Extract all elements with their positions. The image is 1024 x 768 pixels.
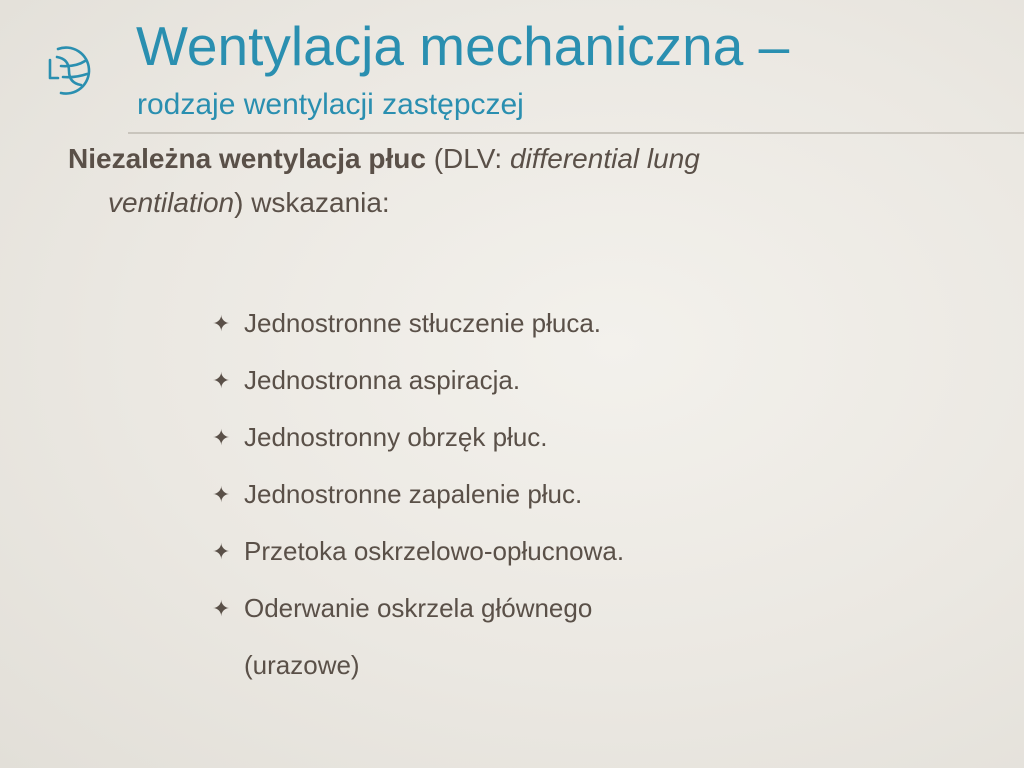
list-item-text: Jednostronna aspiracja. (244, 365, 521, 395)
intro-italic-2: ventilation (108, 187, 235, 218)
list-item-continuation-text: (urazowe) (244, 650, 360, 680)
bullet-star-icon: ✦ (212, 482, 231, 507)
list-item (210, 409, 830, 466)
logo-icon (38, 40, 98, 102)
slide-subtitle: rodzaje wentylacji zastępczej (137, 88, 524, 121)
intro-line-1 (68, 137, 948, 181)
slide-title: Wentylacja mechaniczna – (136, 15, 790, 77)
bullet-star-icon: ✦ (212, 425, 231, 450)
intro-italic-1: differential lung (509, 143, 700, 174)
list-item (210, 466, 830, 523)
list-item-text: Przetoka oskrzelowo-opłucnowa. (244, 536, 625, 566)
list-item-text: Jednostronny obrzęk płuc. (244, 422, 548, 452)
intro-paren-open: (DLV: (425, 143, 510, 174)
list-item-text: Oderwanie oskrzela głównego (244, 593, 593, 623)
intro-paragraph (68, 137, 948, 225)
list-item-continuation (210, 637, 830, 694)
list-item-text: Jednostronne stłuczenie płuca. (244, 308, 602, 338)
bullet-star-icon: ✦ (212, 368, 231, 393)
bullet-star-icon: ✦ (212, 596, 231, 621)
list-item (210, 295, 830, 352)
list-item (210, 352, 830, 409)
list-item (210, 580, 830, 637)
bullet-star-icon: ✦ (212, 539, 231, 564)
bullet-star-icon: ✦ (212, 311, 231, 336)
intro-bold-term: Niezależna wentylacja płuc (68, 143, 426, 174)
list-item-text: Jednostronne zapalenie płuc. (244, 479, 583, 509)
intro-line-2 (68, 181, 948, 225)
title-divider (128, 132, 1024, 134)
intro-tail: ) wskazania: (234, 187, 390, 218)
indication-list (210, 295, 830, 694)
list-item (210, 523, 830, 580)
